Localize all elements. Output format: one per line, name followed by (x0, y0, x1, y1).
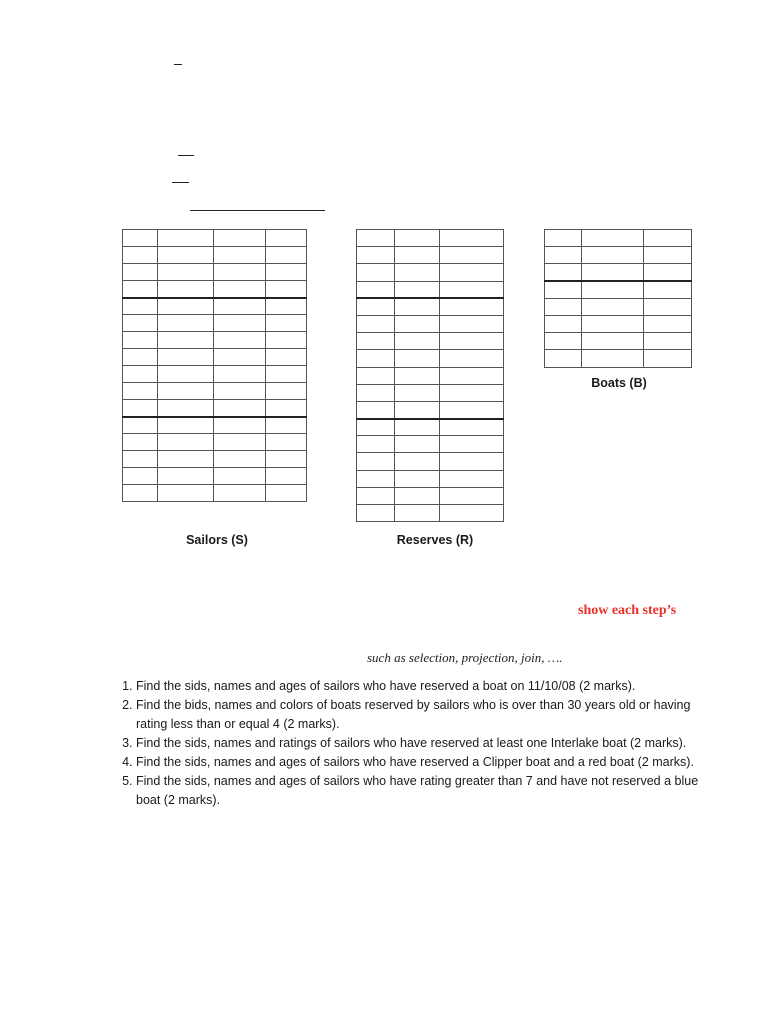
table-cell (395, 505, 440, 522)
table-cell (123, 298, 158, 315)
table-cell (357, 470, 395, 487)
table-cell (440, 367, 504, 384)
table-cell (440, 419, 504, 436)
table-row (545, 230, 692, 247)
table-cell (582, 333, 644, 350)
table-cell (123, 383, 158, 400)
table-cell (440, 230, 504, 247)
table-row (123, 485, 307, 502)
table-cell (395, 470, 440, 487)
table-cell (214, 230, 266, 247)
table-cell (158, 247, 214, 264)
table-cell (158, 315, 214, 332)
table-cell (395, 419, 440, 436)
table-row (123, 332, 307, 349)
table-cell (158, 383, 214, 400)
table-cell (395, 298, 440, 315)
table-cell (582, 350, 644, 367)
table-row (357, 367, 504, 384)
table-row (123, 264, 307, 281)
table-cell (644, 281, 692, 298)
table-cell (214, 247, 266, 264)
table-cell (214, 264, 266, 281)
question-item-4: 4. Find the sids, names and ages of sailors who have reserved a Clipper boat and a red boat (2 marks). (136, 753, 716, 772)
table-cell (266, 383, 307, 400)
table-cell (440, 350, 504, 367)
table-cell (158, 451, 214, 468)
table-cell (123, 281, 158, 298)
table-row (357, 264, 504, 281)
question-item-1: 1. Find the sids, names and ages of sailors who have reserved a boat on 11/10/08 (2 marks). (136, 677, 716, 696)
table-cell (357, 333, 395, 350)
table-cell (266, 230, 307, 247)
table-cell (357, 453, 395, 470)
table-cell (158, 366, 214, 383)
table-row (357, 419, 504, 436)
table-cell (266, 451, 307, 468)
table-cell (395, 436, 440, 453)
table-cell (266, 485, 307, 502)
table-cell (644, 333, 692, 350)
table-row (545, 298, 692, 315)
table-row (123, 230, 307, 247)
table-row (123, 383, 307, 400)
table-cell (440, 470, 504, 487)
table-cell (158, 332, 214, 349)
table-cell (395, 367, 440, 384)
table-cell (545, 264, 582, 281)
table-cell (357, 487, 395, 504)
table-cell (440, 333, 504, 350)
table-cell (582, 230, 644, 247)
table-cell (644, 230, 692, 247)
table-cell (545, 281, 582, 298)
sailors-caption: Sailors (S) (186, 533, 248, 547)
table-cell (214, 281, 266, 298)
table-cell (214, 434, 266, 451)
question-list (112, 677, 716, 810)
underline-mark-3 (172, 182, 189, 183)
table-cell (357, 298, 395, 315)
table-row (357, 505, 504, 522)
table-cell (644, 315, 692, 332)
table-cell (123, 349, 158, 366)
table-cell (214, 366, 266, 383)
table-row (545, 333, 692, 350)
table-cell (266, 281, 307, 298)
table-cell (266, 366, 307, 383)
table-cell (123, 451, 158, 468)
boats-caption: Boats (B) (591, 376, 647, 390)
reserves-caption: Reserves (R) (396, 533, 474, 547)
table-cell (123, 417, 158, 434)
table-cell (545, 315, 582, 332)
table-cell (440, 453, 504, 470)
table-row (545, 264, 692, 281)
table-cell (123, 400, 158, 417)
table-cell (158, 400, 214, 417)
table-cell (545, 247, 582, 264)
table-cell (266, 332, 307, 349)
table-cell (158, 264, 214, 281)
table-cell (266, 468, 307, 485)
question-item-5: 5. Find the sids, names and ages of sailors who have rating greater than 7 and have not reserved a blue boat (2 marks). (136, 772, 716, 810)
table-cell (266, 400, 307, 417)
table-cell (158, 349, 214, 366)
table-row (357, 384, 504, 401)
underline-mark-1 (174, 64, 182, 65)
table-cell (158, 298, 214, 315)
table-cell (123, 230, 158, 247)
table-cell (266, 417, 307, 434)
table-cell (357, 436, 395, 453)
table-cell (214, 485, 266, 502)
table-cell (582, 247, 644, 264)
table-cell (395, 281, 440, 298)
table-cell (158, 468, 214, 485)
table-cell (266, 315, 307, 332)
table-row (123, 315, 307, 332)
underline-mark-4 (190, 210, 325, 211)
table-cell (440, 298, 504, 315)
table-cell (123, 264, 158, 281)
table-cell (266, 298, 307, 315)
table-cell (440, 281, 504, 298)
underline-mark-2 (178, 155, 194, 156)
table-row (357, 350, 504, 367)
table-cell (158, 281, 214, 298)
table-cell (123, 247, 158, 264)
table-cell (545, 333, 582, 350)
table-cell (395, 401, 440, 418)
table-cell (357, 281, 395, 298)
table-row (123, 281, 307, 298)
table-row (545, 247, 692, 264)
table-cell (395, 384, 440, 401)
table-cell (440, 247, 504, 264)
table-cell (545, 298, 582, 315)
table-cell (266, 247, 307, 264)
question-item-2: 2. Find the bids, names and colors of boats reserved by sailors who is over than 30 years old or having rating less than or equal 4 (2 marks). (136, 696, 716, 734)
table-cell (214, 468, 266, 485)
table-cell (357, 401, 395, 418)
table-cell (158, 434, 214, 451)
table-cell (395, 247, 440, 264)
boats-table (544, 229, 692, 368)
table-cell (582, 298, 644, 315)
table-row (357, 247, 504, 264)
table-cell (158, 417, 214, 434)
table-row (123, 417, 307, 434)
table-cell (395, 264, 440, 281)
table-cell (357, 230, 395, 247)
table-cell (123, 485, 158, 502)
table-cell (357, 315, 395, 332)
table-cell (214, 349, 266, 366)
table-cell (395, 333, 440, 350)
table-cell (395, 350, 440, 367)
table-cell (123, 315, 158, 332)
table-cell (644, 350, 692, 367)
table-cell (440, 487, 504, 504)
table-row (357, 333, 504, 350)
table-cell (440, 315, 504, 332)
table-cell (357, 419, 395, 436)
operations-note: such as selection, projection, join, …. (367, 650, 563, 665)
table-cell (357, 264, 395, 281)
table-row (123, 434, 307, 451)
table-row (123, 298, 307, 315)
table-row (357, 315, 504, 332)
table-row (357, 281, 504, 298)
table-cell (582, 281, 644, 298)
table-cell (395, 453, 440, 470)
table-row (357, 436, 504, 453)
step-instruction-note: show each step’s (578, 603, 677, 618)
table-cell (357, 505, 395, 522)
table-cell (440, 384, 504, 401)
table-cell (395, 315, 440, 332)
table-cell (214, 298, 266, 315)
table-cell (214, 400, 266, 417)
table-cell (395, 487, 440, 504)
table-row (123, 468, 307, 485)
table-cell (266, 434, 307, 451)
table-cell (582, 315, 644, 332)
table-cell (545, 350, 582, 367)
table-row (123, 366, 307, 383)
table-cell (123, 332, 158, 349)
table-cell (266, 264, 307, 281)
table-cell (545, 230, 582, 247)
table-row (357, 230, 504, 247)
table-row (123, 349, 307, 366)
table-cell (440, 401, 504, 418)
table-cell (123, 434, 158, 451)
table-cell (644, 247, 692, 264)
table-row (545, 315, 692, 332)
table-cell (357, 350, 395, 367)
table-cell (123, 468, 158, 485)
table-row (357, 487, 504, 504)
table-cell (266, 349, 307, 366)
table-cell (644, 298, 692, 315)
table-cell (214, 383, 266, 400)
sailors-table (122, 229, 307, 502)
table-cell (158, 485, 214, 502)
table-row (357, 298, 504, 315)
table-cell (158, 230, 214, 247)
table-row (357, 401, 504, 418)
table-cell (357, 384, 395, 401)
table-cell (357, 367, 395, 384)
table-cell (214, 451, 266, 468)
table-cell (357, 247, 395, 264)
table-cell (440, 436, 504, 453)
table-row (357, 453, 504, 470)
table-cell (644, 264, 692, 281)
table-row (123, 400, 307, 417)
table-cell (214, 417, 266, 434)
table-cell (440, 264, 504, 281)
table-row (123, 451, 307, 468)
table-cell (123, 366, 158, 383)
table-cell (214, 332, 266, 349)
table-cell (214, 315, 266, 332)
table-row (123, 247, 307, 264)
table-cell (440, 505, 504, 522)
table-row (545, 350, 692, 367)
table-row (545, 281, 692, 298)
reserves-table (356, 229, 504, 522)
table-row (357, 470, 504, 487)
table-cell (582, 264, 644, 281)
table-cell (395, 230, 440, 247)
question-item-3: 3. Find the sids, names and ratings of sailors who have reserved at least one Interlake boat (2 marks). (136, 734, 716, 753)
